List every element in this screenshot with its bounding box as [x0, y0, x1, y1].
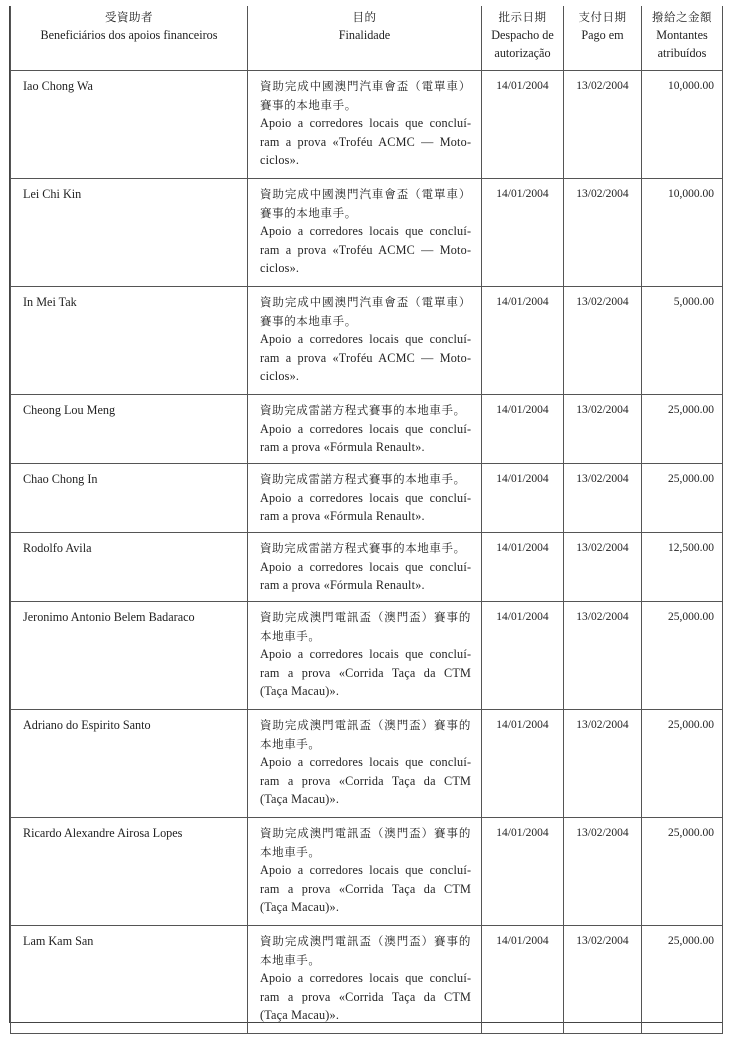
amount: 25,000.00: [642, 395, 723, 464]
purpose-pt: Apoio a corredores locais que concluíram a prova «Corrida Taça da CTM (Taça Macau)».: [260, 971, 471, 1023]
table-row: [11, 602, 723, 710]
paid-date: 13/02/2004: [564, 71, 642, 179]
purpose-cell: [248, 395, 482, 464]
header-paid-zh: 支付日期: [578, 10, 627, 24]
table-row: [11, 926, 723, 1034]
table-row: [11, 818, 723, 926]
paid-date: 13/02/2004: [564, 533, 642, 602]
document-page: [9, 6, 723, 1023]
header-purpose: [248, 6, 482, 71]
beneficiary-name: Ricardo Alexandre Airosa Lopes: [11, 818, 248, 926]
purpose-pt: Apoio a corredores locais que concluíram a prova «Fórmula Renault».: [260, 421, 471, 455]
purpose-pt: Apoio a corredores locais que concluíram a prova «Troféu ACMC — Motociclos».: [260, 224, 471, 276]
purpose-cell: [248, 710, 482, 818]
amount: 25,000.00: [642, 602, 723, 710]
beneficiary-name: Cheong Lou Meng: [11, 395, 248, 464]
purpose-cell: [248, 926, 482, 1034]
purpose-pt: Apoio a corredores locais que concluíram a prova «Corrida Taça da CTM (Taça Macau)».: [260, 647, 471, 699]
header-beneficiary: [11, 6, 248, 71]
paid-date: 13/02/2004: [564, 818, 642, 926]
purpose-cell: [248, 464, 482, 533]
authorization-date: 14/01/2004: [482, 179, 564, 287]
table-row: [11, 287, 723, 395]
paid-date: 13/02/2004: [564, 710, 642, 818]
beneficiary-name: Iao Chong Wa: [11, 71, 248, 179]
purpose-pt: Apoio a corredores locais que concluíram a prova «Fórmula Renault».: [260, 559, 471, 593]
amount: 25,000.00: [642, 818, 723, 926]
purpose-pt: Apoio a corredores locais que concluíram a prova «Fórmula Renault».: [260, 490, 471, 524]
header-paid-pt: Pago em: [581, 28, 624, 42]
beneficiary-name: Adriano do Espirito Santo: [11, 710, 248, 818]
subsidy-table: [10, 6, 723, 1034]
header-purpose-pt: Finalidade: [338, 28, 391, 42]
authorization-date: 14/01/2004: [482, 818, 564, 926]
beneficiary-name: Rodolfo Avila: [11, 533, 248, 602]
purpose-zh: 資助完成中國澳門汽車會盃（電單車）賽事的本地車手。: [260, 187, 471, 220]
amount: 12,500.00: [642, 533, 723, 602]
amount: 25,000.00: [642, 710, 723, 818]
table-row: [11, 533, 723, 602]
header-amount-zh: 撥給之金額: [652, 10, 712, 24]
header-beneficiary-zh: 受資助者: [105, 10, 153, 24]
authorization-date: 14/01/2004: [482, 287, 564, 395]
purpose-zh: 資助完成雷諾方程式賽事的本地車手。: [260, 541, 466, 555]
purpose-zh: 資助完成澳門電訊盃（澳門盃）賽事的本地車手。: [260, 718, 471, 751]
amount: 25,000.00: [642, 464, 723, 533]
header-purpose-zh: 目的: [352, 10, 377, 24]
authorization-date: 14/01/2004: [482, 710, 564, 818]
paid-date: 13/02/2004: [564, 926, 642, 1034]
table-row: [11, 179, 723, 287]
authorization-date: 14/01/2004: [482, 395, 564, 464]
purpose-zh: 資助完成澳門電訊盃（澳門盃）賽事的本地車手。: [260, 610, 471, 643]
paid-date: 13/02/2004: [564, 464, 642, 533]
amount: 5,000.00: [642, 287, 723, 395]
header-amount: [642, 6, 723, 71]
authorization-date: 14/01/2004: [482, 926, 564, 1034]
paid-date: 13/02/2004: [564, 395, 642, 464]
beneficiary-name: In Mei Tak: [11, 287, 248, 395]
purpose-cell: [248, 287, 482, 395]
purpose-zh: 資助完成澳門電訊盃（澳門盃）賽事的本地車手。: [260, 934, 471, 967]
paid-date: 13/02/2004: [564, 179, 642, 287]
purpose-pt: Apoio a corredores locais que concluíram a prova «Corrida Taça da CTM (Taça Macau)».: [260, 863, 471, 915]
header-paid: [564, 6, 642, 71]
paid-date: 13/02/2004: [564, 287, 642, 395]
purpose-cell: [248, 602, 482, 710]
header-amount-pt: Montantes atribuídos: [656, 28, 708, 60]
purpose-pt: Apoio a corredores locais que concluíram a prova «Troféu ACMC — Motociclos».: [260, 332, 471, 384]
purpose-cell: [248, 179, 482, 287]
purpose-cell: [248, 533, 482, 602]
paid-date: 13/02/2004: [564, 602, 642, 710]
table-header-row: [11, 6, 723, 71]
beneficiary-name: Lam Kam San: [11, 926, 248, 1034]
purpose-pt: Apoio a corredores locais que concluíram a prova «Troféu ACMC — Motociclos».: [260, 116, 471, 168]
purpose-zh: 資助完成中國澳門汽車會盃（電單車）賽事的本地車手。: [260, 79, 471, 112]
purpose-pt: Apoio a corredores locais que concluíram a prova «Corrida Taça da CTM (Taça Macau)».: [260, 755, 471, 807]
purpose-cell: [248, 818, 482, 926]
header-authorization: [482, 6, 564, 71]
beneficiary-name: Jeronimo Antonio Belem Badaraco: [11, 602, 248, 710]
header-authorization-pt: Despacho de autorização: [491, 28, 554, 60]
header-authorization-zh: 批示日期: [498, 10, 547, 24]
table-row: [11, 464, 723, 533]
authorization-date: 14/01/2004: [482, 71, 564, 179]
amount: 10,000.00: [642, 71, 723, 179]
purpose-zh: 資助完成中國澳門汽車會盃（電單車）賽事的本地車手。: [260, 295, 471, 328]
beneficiary-name: Lei Chi Kin: [11, 179, 248, 287]
table-row: [11, 710, 723, 818]
authorization-date: 14/01/2004: [482, 533, 564, 602]
authorization-date: 14/01/2004: [482, 602, 564, 710]
authorization-date: 14/01/2004: [482, 464, 564, 533]
table-row: [11, 71, 723, 179]
purpose-zh: 資助完成雷諾方程式賽事的本地車手。: [260, 403, 466, 417]
amount: 10,000.00: [642, 179, 723, 287]
purpose-zh: 資助完成澳門電訊盃（澳門盃）賽事的本地車手。: [260, 826, 471, 859]
header-beneficiary-pt: Beneficiários dos apoios financeiros: [40, 28, 218, 42]
beneficiary-name: Chao Chong In: [11, 464, 248, 533]
purpose-cell: [248, 71, 482, 179]
purpose-zh: 資助完成雷諾方程式賽事的本地車手。: [260, 472, 466, 486]
amount: 25,000.00: [642, 926, 723, 1034]
table-row: [11, 395, 723, 464]
